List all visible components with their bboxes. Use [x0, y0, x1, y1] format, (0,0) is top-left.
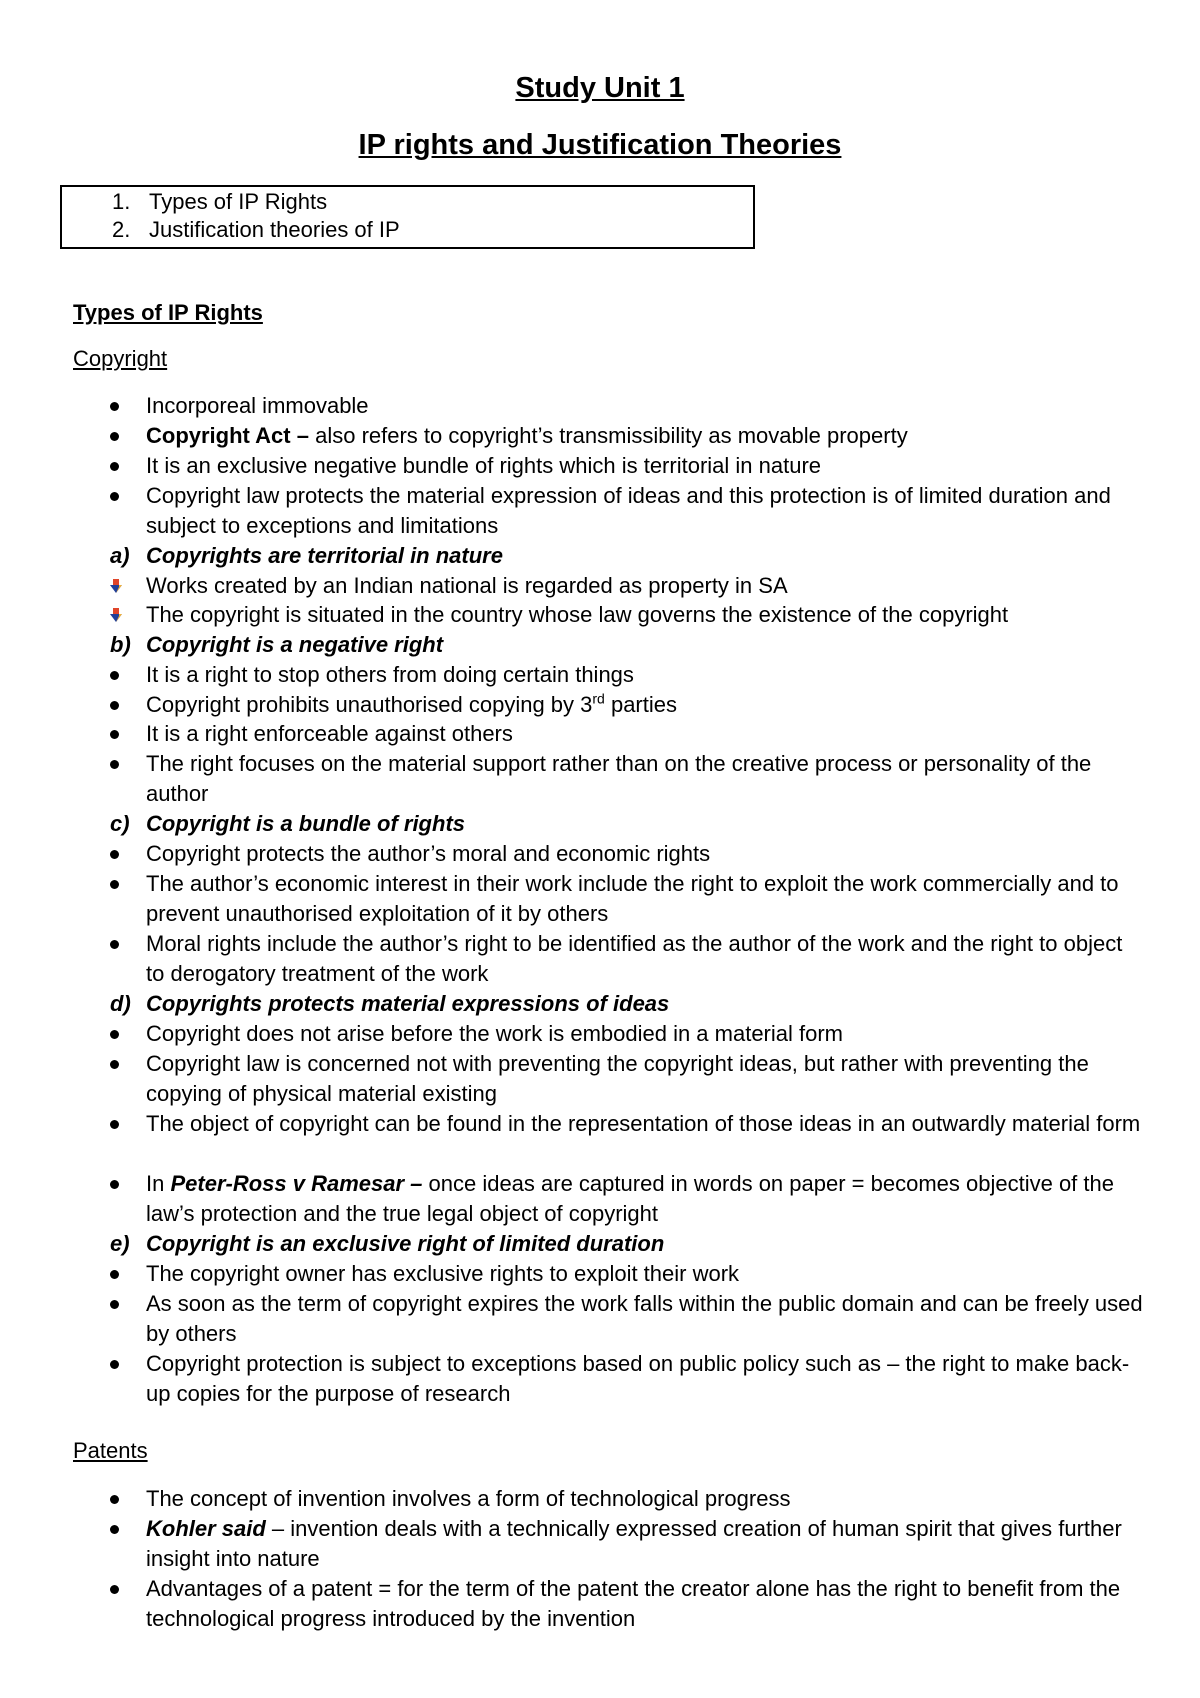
- bullet-icon: [110, 730, 119, 739]
- bullet-icon: [110, 432, 119, 441]
- bullet-icon: [110, 701, 119, 710]
- document-page: Study Unit 1 IP rights and Justification Theories 1. Types of IP Rights 2. Justification theories of IP Types of IP Rights Copyright Incorporeal immovable Copyright Act – also refers to copyright’s transmissibility as movable property It is an exclusive negative bundle of rights which is territorial in nature Copyright law protects the material expression of ideas and this protection is of limited duration and subject to exceptions and limitations a) Copyrights are territorial in nature Works created by an Indian national is regarded as property in SA The copyright is situated in the country whose law governs the existence of the copyright b) Copyright is a negative right It is a right to stop others from doing certain things Copyright prohibits unauthorised copying by 3rd parties It is a right enforceable against others The right focuses on the material support rather than on the creative process or personality of the author c) Copyright is a bundle of rights Copyright protects the author’s moral and economic rights The author’s economic interest in their work include the right to exploit the work commercially and to prevent unauthorised exploitation of it by others Moral rights include the author’s right to be identified as the author of the work and the right to object to derogatory treatment of the work d) Copyrights protects material expressions of ideas Copyright does not arise before the work is embodied in a material form Copyright law is concerned not with preventing the copyright ideas, but rather with preventing the copying of physical material existing The object of copyright can be found in the representation of those ideas in an outwardly material form In Peter-Ross v Ramesar – once ideas are captured in words on paper = becomes objective of the law’s protection and the true legal object of copyright e) Copyright is an exclusive right of limited duration The copyright owner has exclusive rights to exploit their work As soon as the term of copyright expires the work falls within the public domain and can be freely used by others Copyright protection is subject to exceptions based on public policy such as – the right to make back-up copies for the purpose of research Patents The concept of invention involves a form of technological progress Kohler said – invention deals with a technically expressed creation of human spirit that gives further insight into nature Advantages of a patent = for the term of the patent the creator alone has the right to benefit from the technological progress introduced by the invention: [0, 0, 1200, 1698]
- bullet-icon: [110, 760, 119, 769]
- bullet-icon: [110, 492, 119, 501]
- arrow-down-icon: [109, 578, 123, 594]
- bullet-icon: [110, 671, 119, 680]
- subsection-heading-copyright: Copyright: [73, 346, 168, 371]
- case-name: Peter-Ross v Ramesar –: [170, 1171, 423, 1196]
- table-of-contents-box: 1. Types of IP Rights 2. Justification theories of IP: [60, 185, 755, 249]
- bullet-icon: [110, 850, 119, 859]
- bullet-icon: [110, 1495, 119, 1504]
- bullet-icon: [110, 1300, 119, 1309]
- bullet-icon: [110, 1585, 119, 1594]
- bullet-icon: [110, 880, 119, 889]
- bullet-icon: [110, 1360, 119, 1369]
- page-subtitle: IP rights and Justification Theories: [358, 129, 842, 161]
- page-title: Study Unit 1: [515, 72, 685, 104]
- bullet-icon: [110, 940, 119, 949]
- section-heading: Types of IP Rights: [73, 300, 263, 325]
- arrow-down-icon: [109, 607, 123, 623]
- bullet-icon: [110, 402, 119, 411]
- bullet-icon: [110, 462, 119, 471]
- subsection-heading-patents: Patents: [73, 1438, 148, 1463]
- bullet-icon: [110, 1120, 119, 1129]
- bullet-icon: [110, 1180, 119, 1189]
- bullet-icon: [110, 1030, 119, 1039]
- bullet-icon: [110, 1060, 119, 1069]
- bullet-icon: [110, 1525, 119, 1534]
- bullet-icon: [110, 1270, 119, 1279]
